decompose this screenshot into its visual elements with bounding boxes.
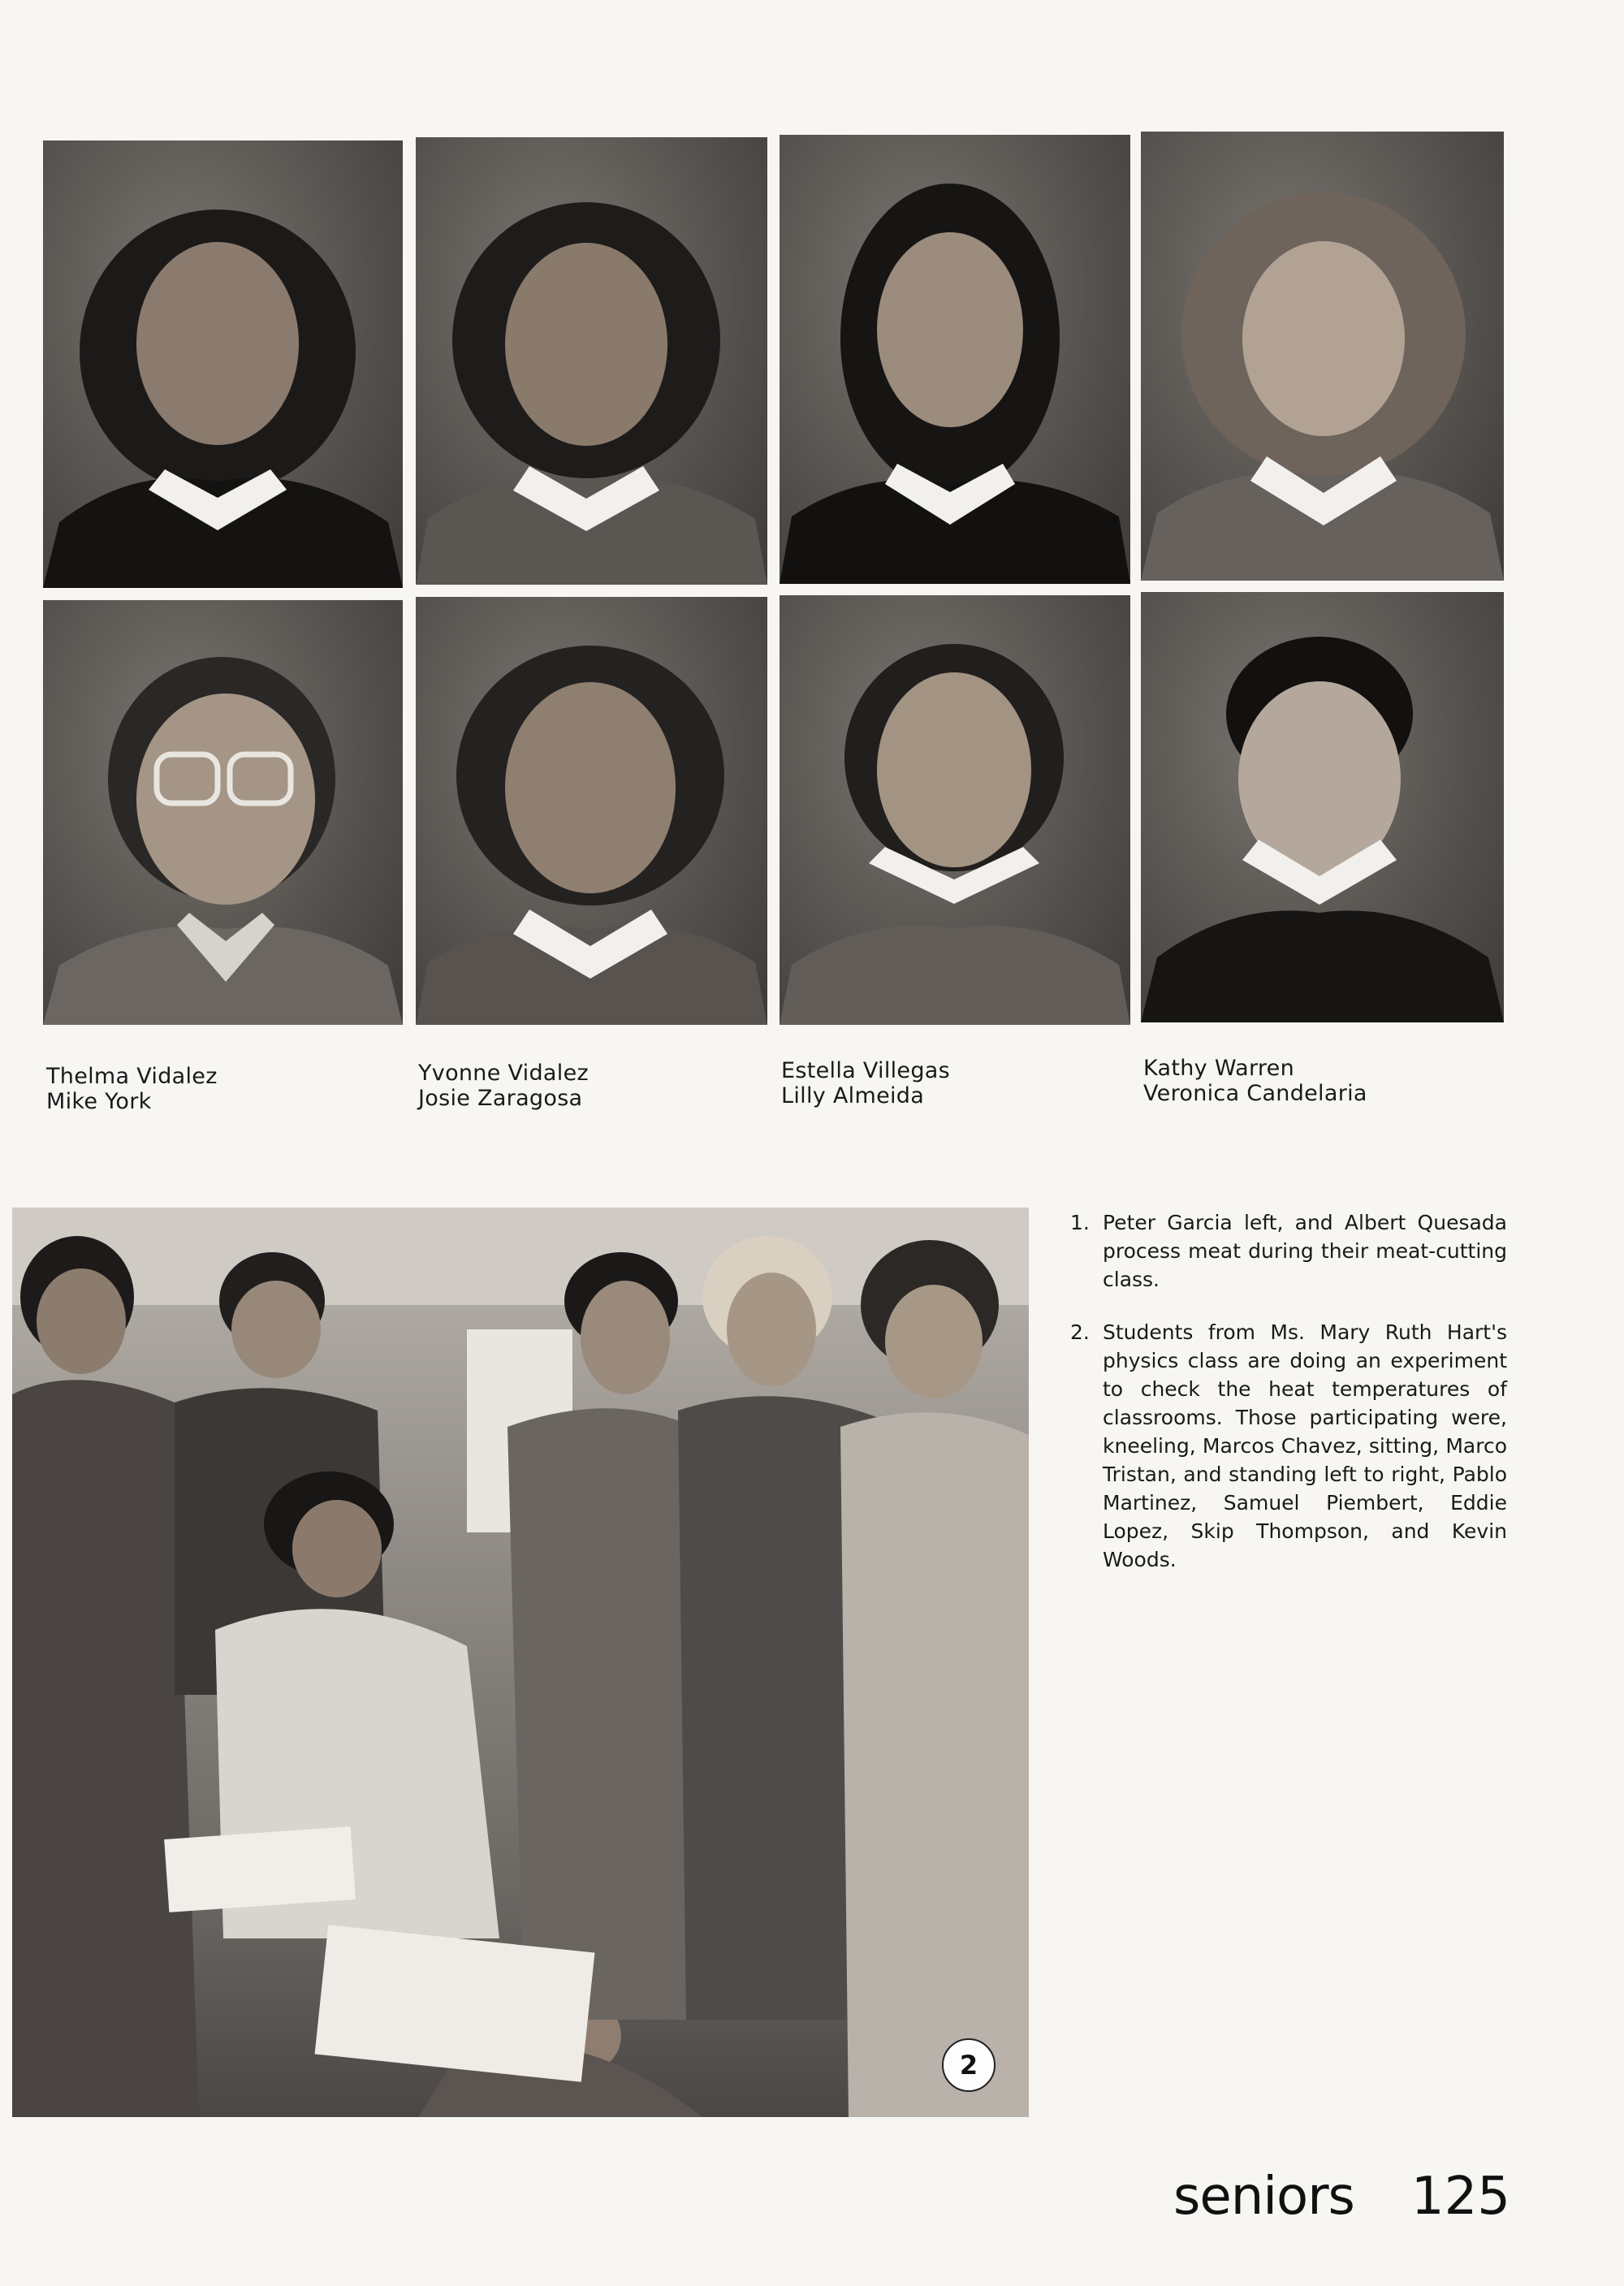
caption-item <box>1070 1208 1507 1294</box>
caption-text: Students from Ms. Mary Ruth Hart's physics class are doing an experiment to check the heat temperatures of classrooms. Those participating were, kneeling, Marcos Chavez, sitting, Marco Tristan, and standing left to right, Pablo Martinez, Samuel Piembert, Eddie Lopez, Skip Thompson, and Kevin Woods. <box>1103 1320 1507 1571</box>
portrait-caption <box>781 1058 950 1108</box>
caption-number: 2. <box>1070 1320 1090 1344</box>
caption-item <box>1070 1318 1507 1574</box>
group-photo <box>12 1208 1029 2117</box>
student-name: Yvonne Vidalez <box>418 1061 589 1086</box>
student-name: Thelma Vidalez <box>46 1064 218 1089</box>
student-name: Mike York <box>46 1089 152 1114</box>
student-name: Kathy Warren <box>1143 1056 1295 1081</box>
portrait-caption <box>1143 1056 1367 1106</box>
portrait-photo <box>1141 132 1504 581</box>
photo-captions <box>1070 1208 1507 1598</box>
student-name: Veronica Candelaria <box>1143 1081 1367 1106</box>
portrait-photo <box>780 595 1130 1025</box>
portrait-caption <box>418 1061 589 1111</box>
student-name: Josie Zaragosa <box>418 1086 583 1111</box>
portrait-photo <box>780 135 1130 584</box>
portrait-photo <box>1141 592 1504 1022</box>
section-title: seniors <box>1173 2167 1354 2227</box>
caption-number: 1. <box>1070 1211 1090 1234</box>
student-name: Estella Villegas <box>781 1058 950 1083</box>
portrait-photo <box>43 140 403 588</box>
photo-number-badge: 2 <box>942 2038 996 2092</box>
portrait-photo <box>416 597 767 1025</box>
student-name: Lilly Almeida <box>781 1083 925 1108</box>
caption-text: Peter Garcia left, and Albert Quesada process meat during their meat-cutting class. <box>1103 1211 1507 1291</box>
portrait-photo <box>416 137 767 585</box>
page-number: 125 <box>1410 2167 1510 2227</box>
page-footer <box>1173 2164 1510 2229</box>
portrait-caption <box>46 1064 218 1114</box>
portrait-photo <box>43 600 403 1025</box>
